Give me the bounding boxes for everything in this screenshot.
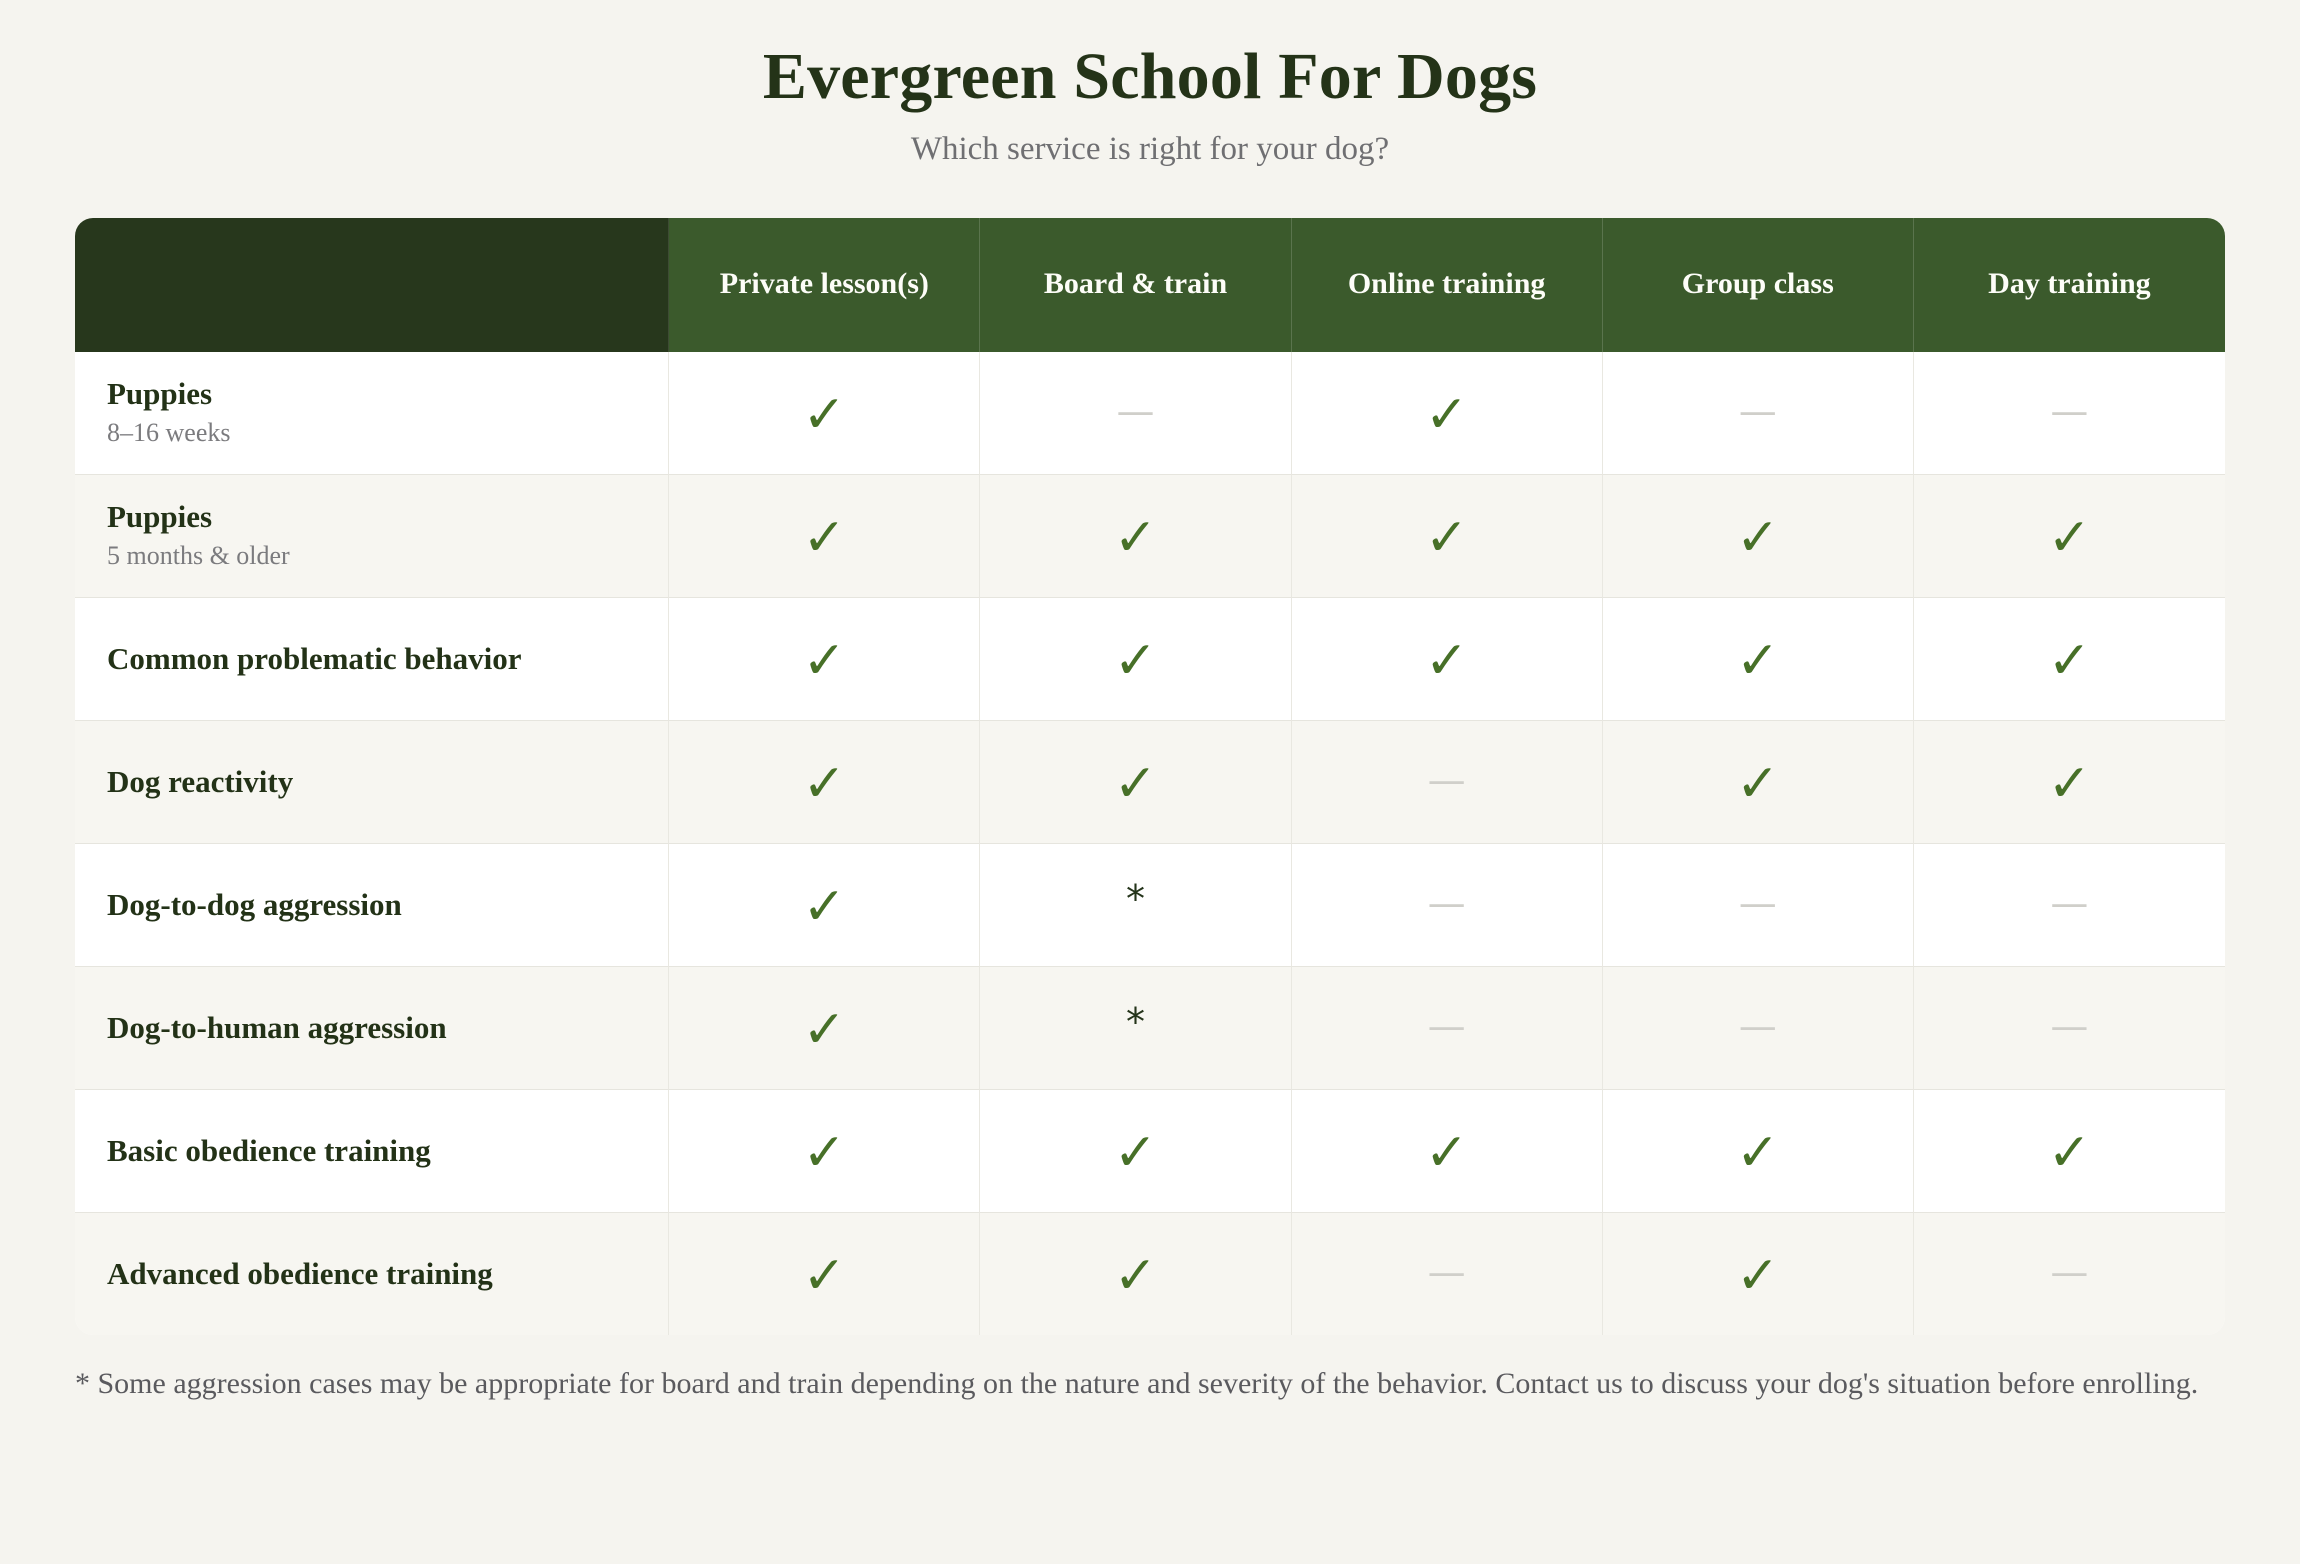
availability-cell (1603, 1089, 1914, 1212)
availability-cell (669, 843, 980, 966)
availability-cell (1914, 352, 2225, 474)
row-feature-cell (75, 1089, 669, 1212)
table-row (75, 474, 2225, 597)
row-feature-name: Puppies (107, 499, 213, 535)
check-icon: ✓ (1735, 1245, 1780, 1306)
availability-cell (1914, 597, 2225, 720)
availability-cell (1292, 843, 1603, 966)
column-header-private-lessons: Private lesson(s) (669, 218, 980, 352)
availability-cell (1603, 352, 1914, 474)
availability-cell (1603, 474, 1914, 597)
availability-cell (1292, 1212, 1603, 1335)
availability-cell (1603, 966, 1914, 1089)
availability-cell (669, 720, 980, 843)
row-feature-cell (75, 474, 669, 597)
dash-icon: — (2050, 1249, 2089, 1294)
dash-icon: — (2050, 1003, 2089, 1048)
check-icon: ✓ (2047, 753, 2092, 814)
availability-cell (980, 352, 1291, 474)
availability-cell (1914, 1089, 2225, 1212)
availability-cell (669, 966, 980, 1089)
availability-cell (1914, 843, 2225, 966)
check-icon: ✓ (802, 1122, 847, 1183)
availability-cell (1603, 843, 1914, 966)
availability-cell (980, 474, 1291, 597)
check-icon: ✓ (802, 1245, 847, 1306)
row-feature-name: Puppies (107, 376, 213, 412)
row-feature-name: Dog-to-human aggression (107, 1009, 447, 1045)
asterisk-icon: * (1125, 999, 1145, 1044)
row-feature-cell (75, 597, 669, 720)
dash-icon: — (1427, 1003, 1466, 1048)
page-title: Evergreen School For Dogs (762, 40, 1538, 113)
table-row (75, 352, 2225, 474)
dash-icon: — (2050, 388, 2089, 433)
availability-cell (669, 597, 980, 720)
check-icon: ✓ (802, 384, 847, 445)
row-feature-name: Common problematic behavior (107, 640, 522, 676)
table-corner-cell (75, 218, 669, 352)
dash-icon: — (2050, 880, 2089, 925)
availability-cell (669, 474, 980, 597)
dash-icon: — (1427, 880, 1466, 925)
table-row (75, 720, 2225, 843)
asterisk-icon: * (1125, 876, 1145, 921)
row-feature-name: Dog reactivity (107, 763, 294, 799)
check-icon: ✓ (1113, 1122, 1158, 1183)
service-comparison-table-wrapper (75, 218, 2225, 1335)
column-header-online-training: Online training (1292, 218, 1603, 352)
availability-cell (1914, 1212, 2225, 1335)
row-feature-cell (75, 352, 669, 474)
check-icon: ✓ (1735, 630, 1780, 691)
dash-icon: — (1738, 880, 1777, 925)
dash-icon: — (1427, 757, 1466, 802)
availability-cell (669, 352, 980, 474)
column-header-day-training: Day training (1914, 218, 2225, 352)
dash-icon: — (1427, 1249, 1466, 1294)
availability-cell (980, 1212, 1291, 1335)
availability-cell (1603, 1212, 1914, 1335)
availability-cell (980, 966, 1291, 1089)
service-comparison-table (75, 218, 2225, 1335)
availability-cell (1603, 720, 1914, 843)
check-icon: ✓ (1113, 630, 1158, 691)
availability-cell (669, 1212, 980, 1335)
availability-cell (1914, 474, 2225, 597)
check-icon: ✓ (802, 999, 847, 1060)
check-icon: ✓ (802, 876, 847, 937)
table-row (75, 1089, 2225, 1212)
page-subtitle: Which service is right for your dog? (910, 130, 1390, 167)
row-feature-subtitle: 8–16 weeks (107, 418, 231, 448)
table-row (75, 843, 2225, 966)
row-feature-name: Advanced obedience training (107, 1255, 493, 1291)
dash-icon: — (1738, 388, 1777, 433)
row-feature-subtitle: 5 months & older (107, 541, 290, 571)
row-feature-cell (75, 720, 669, 843)
availability-cell (1603, 597, 1914, 720)
availability-cell (669, 1089, 980, 1212)
check-icon: ✓ (1424, 507, 1469, 568)
check-icon: ✓ (1424, 1122, 1469, 1183)
table-body (75, 352, 2225, 1335)
availability-cell (1292, 720, 1603, 843)
table-row (75, 966, 2225, 1089)
check-icon: ✓ (2047, 1122, 2092, 1183)
table-head (75, 218, 2225, 352)
availability-cell (1292, 966, 1603, 1089)
row-feature-cell (75, 843, 669, 966)
column-header-group-class: Group class (1603, 218, 1914, 352)
check-icon: ✓ (1113, 1245, 1158, 1306)
check-icon: ✓ (2047, 630, 2092, 691)
row-feature-cell (75, 966, 669, 1089)
table-footnote: * Some aggression cases may be appropriate for board and train depending on the nature and severity of the behavior. Contact us to discuss your dog's situation before enrolling. (75, 1366, 2199, 1400)
dash-icon: — (1116, 388, 1155, 433)
check-icon: ✓ (1735, 1122, 1780, 1183)
header-row (75, 218, 2225, 352)
availability-cell (1292, 474, 1603, 597)
availability-cell (980, 720, 1291, 843)
column-header-board-and-train: Board & train (980, 218, 1291, 352)
availability-cell (1292, 1089, 1603, 1212)
check-icon: ✓ (1424, 384, 1469, 445)
row-feature-cell (75, 1212, 669, 1335)
check-icon: ✓ (1113, 507, 1158, 568)
table-row (75, 597, 2225, 720)
check-icon: ✓ (1113, 753, 1158, 814)
availability-cell (1292, 352, 1603, 474)
check-icon: ✓ (2047, 507, 2092, 568)
availability-cell (1914, 720, 2225, 843)
availability-cell (1914, 966, 2225, 1089)
check-icon: ✓ (1424, 630, 1469, 691)
availability-cell (1292, 597, 1603, 720)
check-icon: ✓ (1735, 507, 1780, 568)
row-feature-name: Basic obedience training (107, 1132, 431, 1168)
availability-cell (980, 843, 1291, 966)
check-icon: ✓ (802, 630, 847, 691)
availability-cell (980, 597, 1291, 720)
check-icon: ✓ (802, 753, 847, 814)
row-feature-name: Dog-to-dog aggression (107, 886, 402, 922)
check-icon: ✓ (1735, 753, 1780, 814)
dash-icon: — (1738, 1003, 1777, 1048)
table-row (75, 1212, 2225, 1335)
check-icon: ✓ (802, 507, 847, 568)
availability-cell (980, 1089, 1291, 1212)
